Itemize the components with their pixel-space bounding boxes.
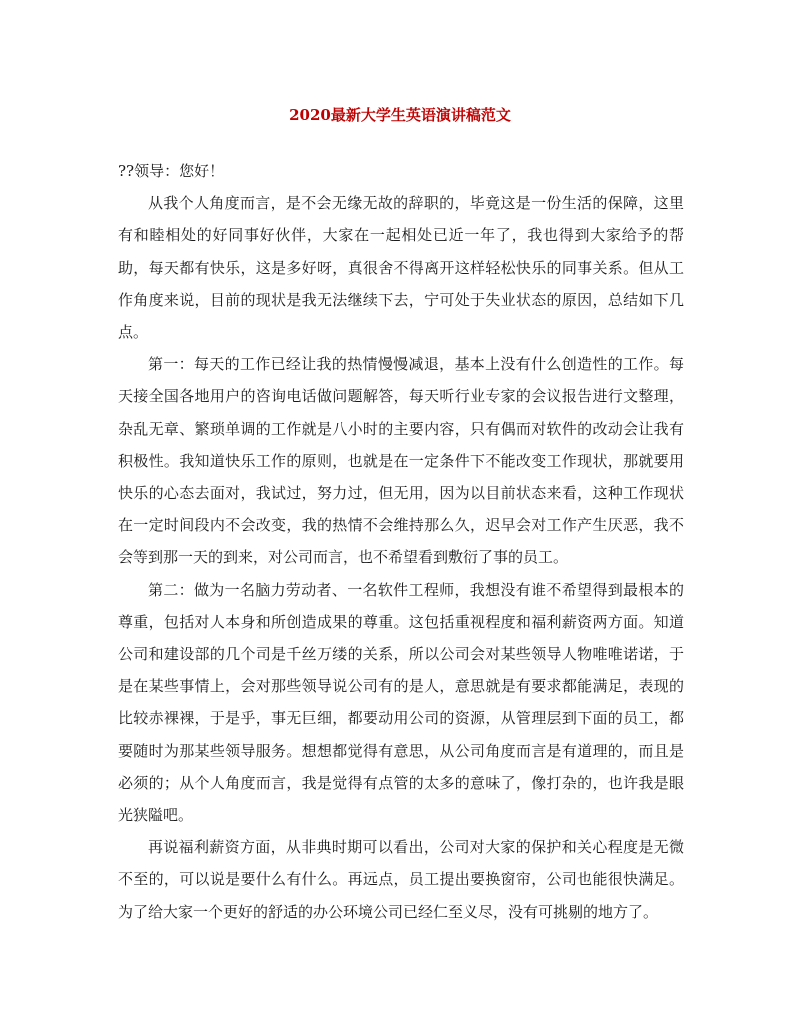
document-title: 2020最新大学生英语演讲稿范文 [289, 106, 511, 124]
paragraph-2: 第一：每天的工作已经让我的热情慢慢减退，基本上没有什么创造性的工作。每天接全国各地用户的咨询电话做问题解答，每天听行业专家的会议报告进行文整理，杂乱无章、繁琐单调的工作就是八小时的主要内容，只有偶而对软件的改动会让我有积极性。我知道快乐工作的原则，也就是在一定条件下不能改变工作现状，那就要用快乐的心态去面对，我试过，努力过，但无用，因为以目前状态来看，这种工作现状在一定时间段内不会改变，我的热情不会维持那么久，迟早会对工作产生厌恶，我不会等到那一天的到来，对公司而言，也不希望看到敷衍了事的员工。 [118, 355, 684, 567]
greeting-line: ??领导：您好！ [118, 162, 225, 180]
document-body [118, 155, 684, 928]
paragraph-3: 第二：做为一名脑力劳动者、一名软件工程师，我想没有谁不希望得到最根本的尊重，包括对人本身和所创造成果的尊重。这包括重视程度和福利薪资两方面。知道公司和建设部的几个司是千丝万缕的关系，所以公司会对某些领导人物唯唯诺诺，于是在某些事情上，会对那些领导说公司有的是人，意思就是有要求都能满足，表现的比较赤裸裸，于是乎，事无巨细，都要动用公司的资源，从管理层到下面的员工，都要随时为那某些领导服务。想想都觉得有意思，从公司角度而言是有道理的，而且是必须的；从个人角度而言，我是觉得有点管的太多的意味了，像打杂的，也许我是眼光狭隘吧。 [118, 580, 684, 825]
paragraph-1: 从我个人角度而言，是不会无缘无故的辞职的，毕竟这是一份生活的保障，这里有和睦相处的好同事好伙伴，大家在一起相处已近一年了，我也得到大家给予的帮助，每天都有快乐，这是多好呀，真很舍不得离开这样轻松快乐的同事关系。但从工作角度来说，目前的现状是我无法继续下去，宁可处于失业状态的原因，总结如下几点。 [118, 194, 684, 342]
paragraph-4: 再说福利薪资方面，从非典时期可以看出，公司对大家的保护和关心程度是无微不至的，可以说是要什么有什么。再远点，员工提出要换窗帘，公司也能很快满足。为了给大家一个更好的舒适的办公环境公司已经仁至义尽，没有可挑剔的地方了。 [118, 838, 684, 921]
